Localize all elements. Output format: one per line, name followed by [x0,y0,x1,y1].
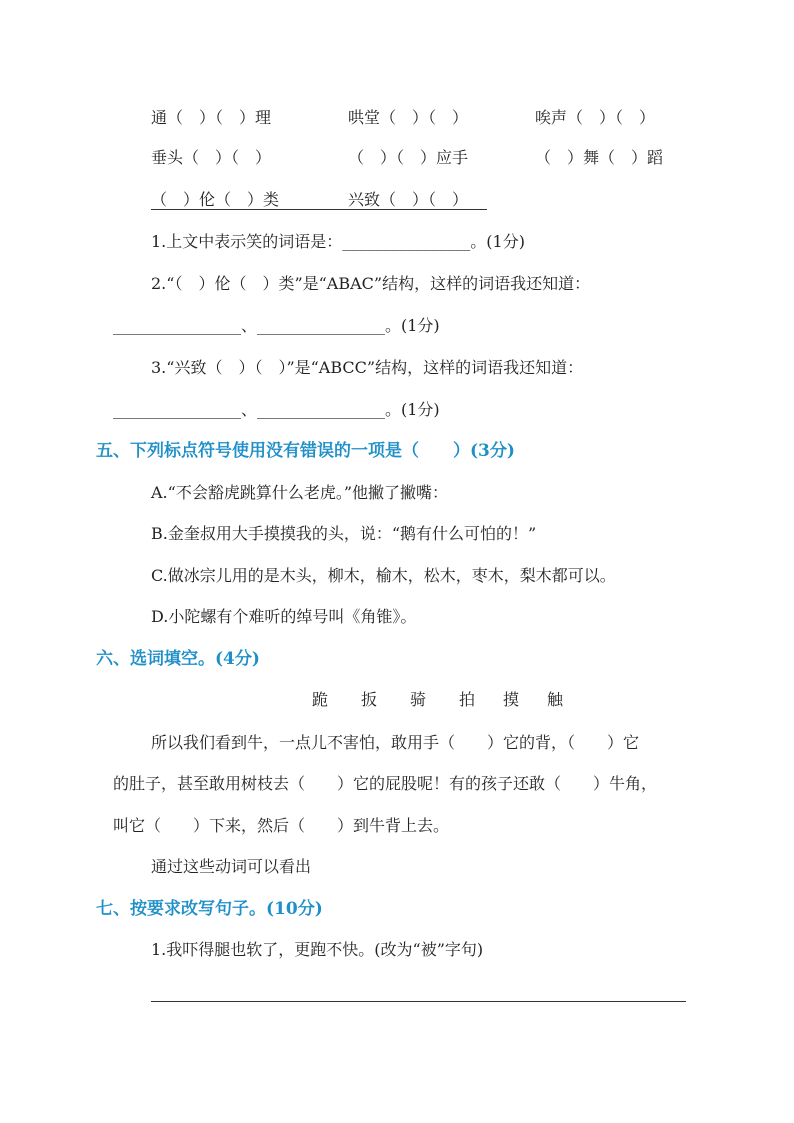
option-b[interactable]: B.金奎叔用大手摸摸我的头，说：“鹅有什么可怕的！” [151,524,537,543]
word-3-1: （ ）伦（ ）类 [151,190,280,209]
word-2-2: （ ）（ ）应手 [348,148,469,167]
word-3-2: 兴致（ ）（ ） [348,190,469,209]
q4-2-answer-line[interactable]: ________________、________________。(1分) [113,316,440,335]
paragraph-line-2: 的肚子，甚至敢用树枝去（ ）它的屁股呢！有的孩子还敢（ ）牛角， [113,774,658,793]
q4-3: 3.“兴致（ ）（ ）”是“ABCC”结构，这样的词语我还知道： [151,358,584,377]
section-5-title: 五、下列标点符号使用没有错误的一项是（ ）(3分) [96,441,515,461]
choice-word-5: 摸 [503,690,520,709]
word-1-1: 通（ ）（ ）理 [151,108,272,127]
option-d[interactable]: D.小陀螺有个难听的绰号叫《角锥》。 [151,607,417,626]
section-7-title: 七、按要求改写句子。(10分) [96,899,323,919]
q7-1: 1.我吓得腿也软了，更跑不快。(改为“被”字句) [151,940,484,959]
q4-3-answer-line[interactable]: ________________、________________。(1分) [113,400,440,419]
choice-word-2: 扳 [361,690,378,709]
option-c[interactable]: C.做冰宗儿用的是木头，柳木，榆木，松木，枣木，梨木都可以。 [151,566,616,585]
word-2-1: 垂头（ ）（ ） [151,148,272,167]
q4-1: 1.上文中表示笑的词语是：________________。(1分) [151,232,525,251]
choice-word-6: 触 [547,690,564,709]
word-2-3: （ ）舞（ ）蹈 [535,148,664,167]
word-1-2: 哄堂（ ）（ ） [348,108,469,127]
q4-2: 2.“（ ）伦（ ）类”是“ABAC”结构，这样的词语我还知道： [151,274,591,293]
choice-word-4: 拍 [459,690,476,709]
word-row-underline [151,209,487,210]
paragraph-line-1: 所以我们看到牛，一点儿不害怕，敢用手（ ）它的背，（ ）它 [151,733,640,752]
section-6-title: 六、选词填空。(4分) [96,649,260,669]
choice-word-3: 骑 [410,690,427,709]
q7-1-answer-line[interactable] [151,1001,686,1002]
word-1-3: 唉声（ ）（ ） [535,108,656,127]
choice-word-1: 跪 [312,690,329,709]
option-a[interactable]: A.“不会豁虎跳算什么老虎。”他撇了撇嘴： [151,483,449,502]
paragraph-line-3: 叫它（ ）下来，然后（ ）到牛背上去。 [113,816,450,835]
paragraph-followup: 通过这些动词可以看出 [151,857,312,876]
